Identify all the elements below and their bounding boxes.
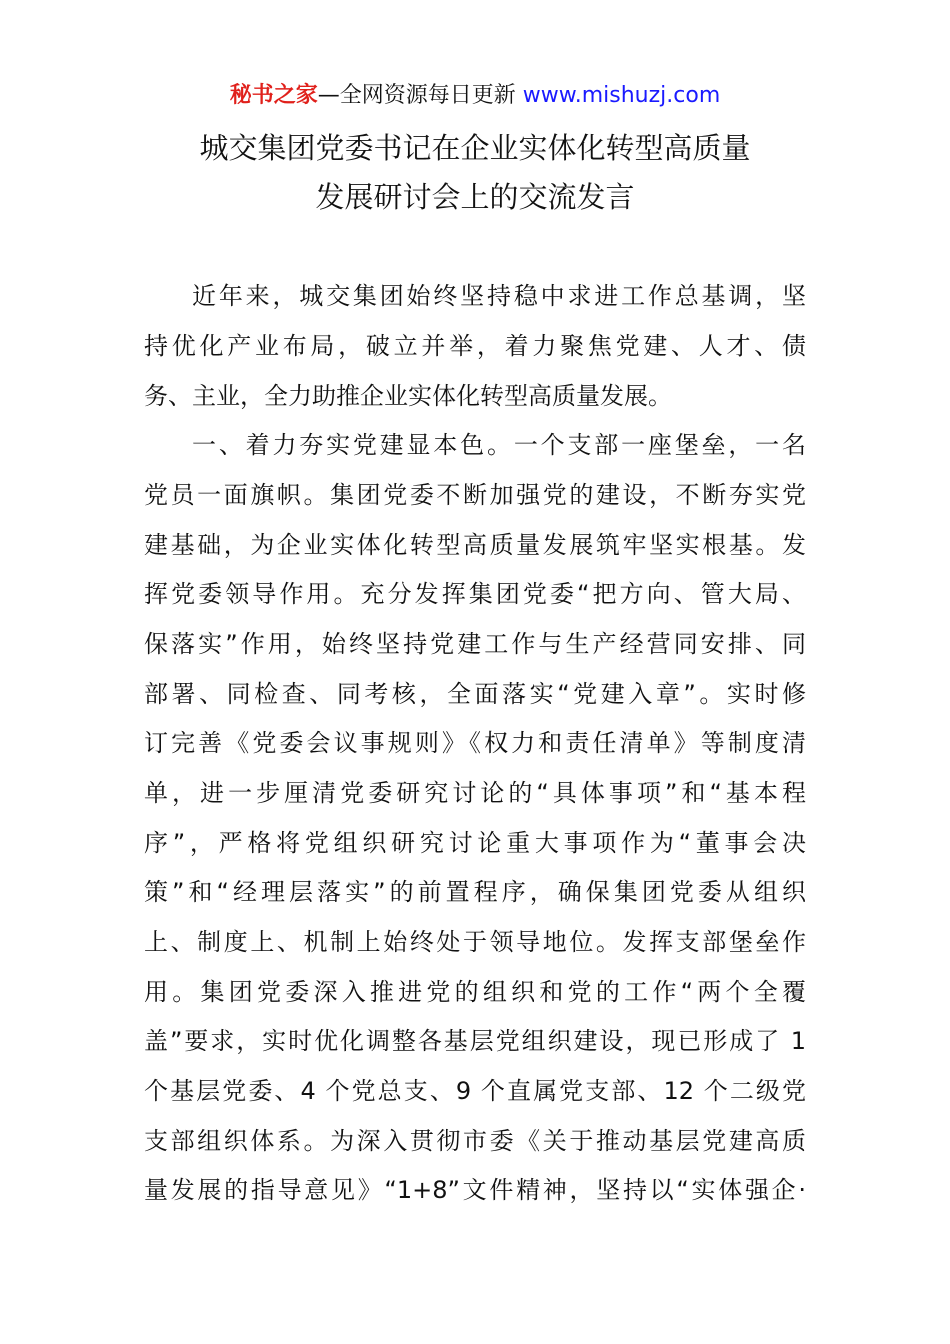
body-line: 近年来，城交集团始终坚持稳中求进工作总基调，坚 (192, 282, 806, 310)
site-url-link[interactable]: www.mishuzj.com (522, 83, 721, 108)
body-line: 支部组织体系。为深入贯彻市委《关于推动基层党建高质 (144, 1127, 806, 1155)
body-line: 用。集团党委深入推进党的组织和党的工作“两个全覆 (144, 978, 806, 1006)
body-line: 个基层党委、4 个党总支、9 个直属党支部、12 个二级党 (144, 1077, 806, 1105)
body-line: 上、制度上、机制上始终处于领导地位。发挥支部堡垒作 (144, 928, 806, 956)
document-title-line-1: 城交集团党委书记在企业实体化转型高质量 (199, 131, 751, 165)
document-title-line-2: 发展研讨会上的交流发言 (315, 180, 635, 214)
body-line: 单，进一步厘清党委研究讨论的“具体事项”和“基本程 (144, 779, 806, 807)
body-line: 量发展的指导意见》“1+8”文件精神，坚持以“实体强企· (144, 1176, 806, 1204)
body-line: 订完善《党委会议事规则》《权力和责任清单》等制度清 (144, 729, 806, 757)
body-line: 挥党委领导作用。充分发挥集团党委“把方向、管大局、 (144, 580, 806, 608)
body-line: 保落实”作用，始终坚持党建工作与生产经营同安排、同 (144, 630, 806, 658)
site-tagline: —全网资源每日更新 (317, 83, 516, 108)
body-line: 建基础，为企业实体化转型高质量发展筑牢坚实根基。发 (144, 531, 806, 559)
site-header (0, 80, 950, 112)
body-line: 盖”要求，实时优化调整各基层党组织建设，现已形成了 1 (144, 1027, 806, 1055)
body-line: 党员一面旗帜。集团党委不断加强党的建设，不断夯实党 (144, 481, 806, 509)
body-line: 策”和“经理层落实”的前置程序，确保集团党委从组织 (144, 878, 806, 906)
body-line: 持优化产业布局，破立并举，着力聚焦党建、人才、债 (144, 332, 806, 360)
site-brand: 秘书之家 (229, 83, 318, 108)
body-line: 一、着力夯实党建显本色。一个支部一座堡垒，一名 (192, 431, 806, 459)
body-line: 部署、同检查、同考核，全面落实“党建入章”。实时修 (144, 680, 806, 708)
body-line: 序”，严格将党组织研究讨论重大事项作为“董事会决 (144, 829, 806, 857)
body-line: 务、主业，全力助推企业实体化转型高质量发展。 (144, 382, 672, 410)
